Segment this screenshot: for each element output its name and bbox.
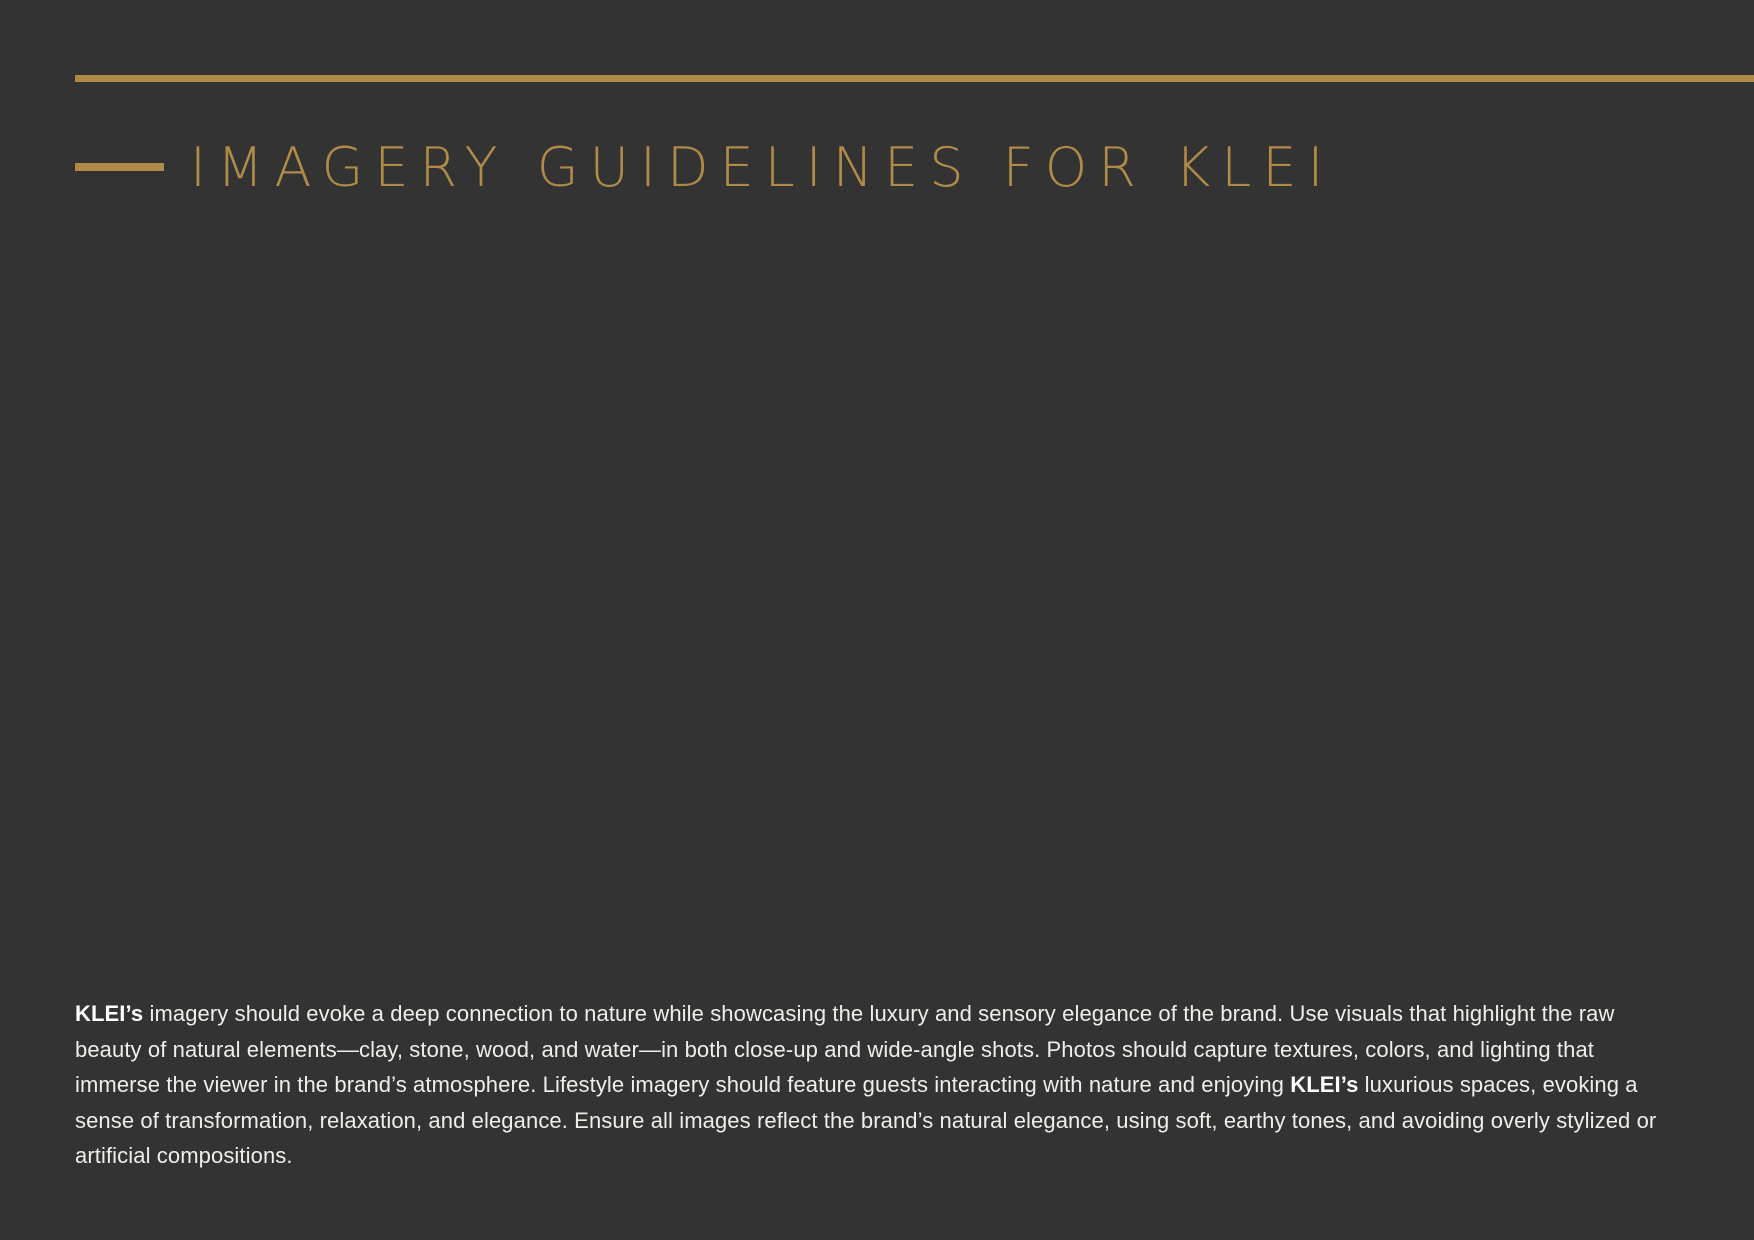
top-divider [75, 75, 1754, 82]
brand-name: KLEI’s [1290, 1072, 1359, 1097]
body-paragraph [75, 996, 1685, 1174]
page-title: IMAGERY GUIDELINES FOR KLEI [190, 136, 1335, 199]
body-text-segment: luxurious spaces, evoking a sense of transformation, relaxation, and elegance. Ensure all images reflect the brand’s natural elegance, using soft, earthy tones, and avoiding overly stylized or artificial compositions. [75, 1072, 1657, 1168]
title-dash [75, 163, 164, 171]
body-text-segment: imagery should evoke a deep connection to nature while showcasing the luxury and sensory elegance of the brand. Use visuals that highlight the raw beauty of natural elements—clay, stone, wood, and water—in both close-up and wide-angle shots. Photos should capture textures, colors, and lighting that immerse the viewer in the brand’s atmosphere. Lifestyle imagery should feature guests interacting with nature and enjoying [75, 1001, 1615, 1097]
brand-name: KLEI’s [75, 1001, 144, 1026]
